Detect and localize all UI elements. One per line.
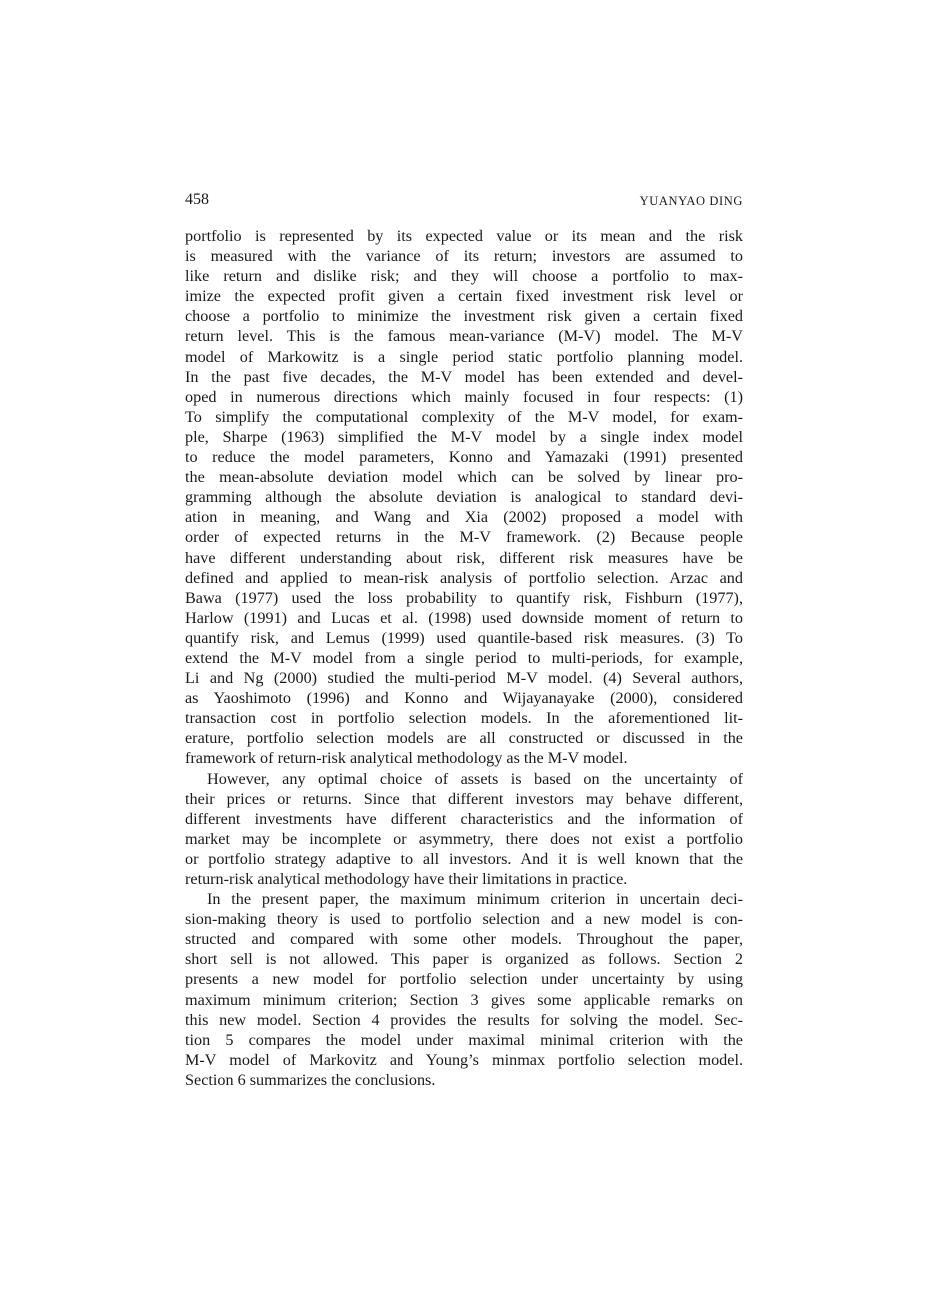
text-line: is measured with the variance of its return; investors are assumed to [185,247,743,266]
text-line: market may be incomplete or asymmetry, there does not exist a portfolio [185,829,743,848]
text-line: short sell is not allowed. This paper is organized as follows. Section 2 [185,950,743,969]
text-line: return level. This is the famous mean-variance (M-V) model. The M-V [185,327,743,346]
text-line: return-risk analytical methodology have their limitations in practice. [185,870,628,888]
text-line: ation in meaning, and Wang and Xia (2002) proposed a model with [185,508,743,527]
text-line: M-V model of Markovitz and Young’s minmax portfolio selection model. [185,1050,743,1069]
text-line: oped in numerous directions which mainly focused in four respects: (1) [185,387,743,406]
text-line: order of expected returns in the M-V framework. (2) Because people [185,528,743,547]
text-line: Section 6 summarizes the conclusions. [185,1070,436,1089]
text-line: model of Markowitz is a single period static portfolio planning model. [185,347,743,366]
text-line: presents a new model for portfolio selection under uncertainty by using [185,970,743,989]
text-line: transaction cost in portfolio selection models. In the aforementioned lit- [185,709,743,728]
text-line: However, any optimal choice of assets is based on the uncertainty of [207,769,743,788]
text-line: as Yaoshimoto (1996) and Konno and Wijayanayake (2000), considered [185,689,743,708]
text-line: To simplify the computational complexity of the M-V model, for exam- [185,407,743,426]
text-line: this new model. Section 4 provides the results for solving the model. Sec- [185,1010,743,1029]
text-line: Bawa (1977) used the loss probability to quantify risk, Fishburn (1977), [185,588,743,607]
text-line: like return and dislike risk; and they will choose a portfolio to max- [185,267,743,286]
text-line: or portfolio strategy adaptive to all investors. And it is well known that the [185,849,743,868]
text-line: quantify risk, and Lemus (1999) used quantile-based risk measures. (3) To [185,628,743,647]
text-line: tion 5 compares the model under maximal minimal criterion with the [185,1030,743,1049]
page-header [185,190,743,212]
text-line: to reduce the model parameters, Konno and Yamazaki (1991) presented [185,448,743,467]
text-line: imize the expected profit given a certain fixed investment risk level or [185,287,743,306]
paragraph [185,889,743,1090]
running-head: YUANYAO DING [639,194,743,208]
body-text [185,226,743,1090]
text-line: structed and compared with some other models. Throughout the paper, [185,930,743,949]
text-line: Harlow (1991) and Lucas et al. (1998) used downside moment of return to [185,608,743,627]
text-line: In the past five decades, the M-V model has been extended and devel- [185,367,743,386]
text-line: framework of return-risk analytical methodology as the M-V model. [185,749,628,768]
text-line: sion-making theory is used to portfolio selection and a new model is con- [185,910,743,929]
text-line: extend the M-V model from a single period to multi-periods, for example, [185,648,743,667]
text-line: In the present paper, the maximum minimum criterion in uncertain deci- [207,890,743,909]
text-line: portfolio is represented by its expected value or its mean and the risk [185,227,743,245]
text-line: maximum minimum criterion; Section 3 gives some applicable remarks on [185,990,743,1009]
page-number: 458 [185,191,209,208]
text-line: have different understanding about risk, different risk measures have be [185,548,743,567]
text-line: ple, Sharpe (1963) simplified the M-V model by a single index model [185,427,743,446]
text-line: their prices or returns. Since that different investors may behave different, [185,789,743,808]
paragraph [185,226,743,769]
text-line: Li and Ng (2000) studied the multi-period M-V model. (4) Several authors, [185,669,743,688]
paragraph [185,769,743,890]
text-line: erature, portfolio selection models are all constructed or discussed in the [185,729,743,748]
text-line: different investments have different characteristics and the information of [185,809,743,828]
text-line: gramming although the absolute deviation is analogical to standard devi- [185,488,743,507]
text-line: defined and applied to mean-risk analysis of portfolio selection. Arzac and [185,568,743,587]
text-line: choose a portfolio to minimize the investment risk given a certain fixed [185,307,743,326]
text-line: the mean-absolute deviation model which can be solved by linear pro- [185,468,743,487]
